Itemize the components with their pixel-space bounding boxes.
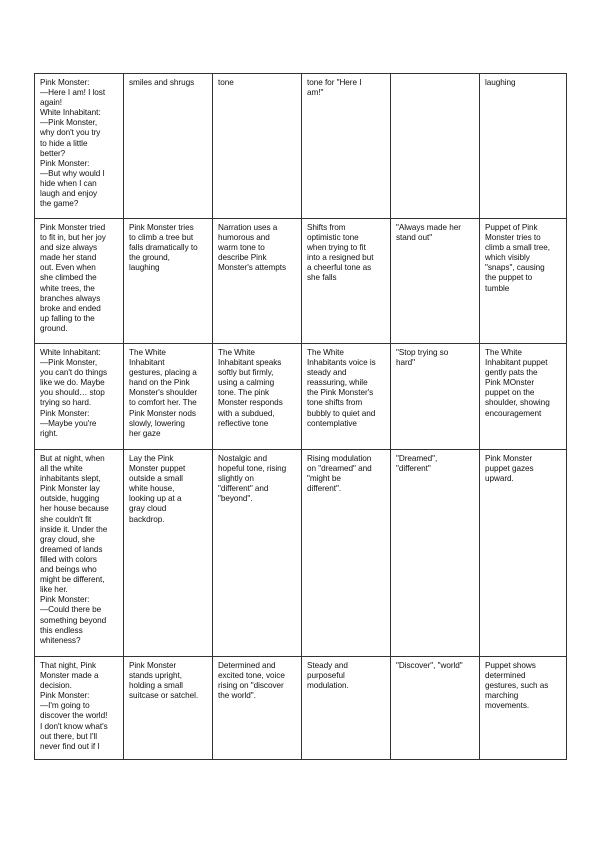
cell-puppet [480,219,567,344]
cell-line: gray cloud [129,504,167,514]
cell-line: contemplative [307,418,357,428]
cell-line: branches always [40,293,101,303]
cell-line: Pink MOnster [485,378,534,388]
cell-line: right. [40,428,58,438]
cell-line: never find out if I [40,741,100,751]
cell-line: encouragement [485,408,542,418]
cell-line: something beyond [40,615,107,625]
cell-line: and beings who [40,565,97,575]
cell-line: using a calming [218,378,275,388]
cell-line: "beyond". [218,494,253,504]
cell-line: stands upright, [129,671,182,681]
cell-line: gently pats the [485,368,538,378]
cell-line: Monster made a [40,671,99,681]
cell-line: Pink Monster [485,454,533,463]
cell-line: gestures, placing a [129,368,197,378]
cell-line: she falls [307,273,337,283]
cell-line: when trying to fit [307,243,366,253]
cell-line: trying so hard. [40,398,92,408]
cell-line: Monster puppet [129,464,186,474]
cell-line: she couldn't fit [40,514,92,524]
cell-line: The White [485,348,522,357]
cell-line: again! [40,98,63,108]
cell-line: dreamed of lands [40,544,103,554]
cell-emphasis [391,450,480,657]
cell-line: might be different, [40,575,105,585]
cell-line: all the white [40,464,83,474]
cell-line: Narration uses a [218,223,278,232]
cell-modulation [302,450,391,657]
cell-modulation [302,219,391,344]
cell-line: Puppet shows [485,661,536,670]
cell-line: determined [485,671,526,681]
cell-line: the Pink Monster's [307,388,374,398]
cell-line: up falling to the [40,313,95,323]
cell-line: bubbly to quiet and [307,408,376,418]
cell-action [124,657,213,760]
cell-line: Pink Monster [129,661,177,670]
cell-line: warm tone to [218,243,265,253]
cell-line: Lay the Pink [129,454,174,463]
cell-line: to climb a tree but [129,233,194,243]
cell-tone [213,450,302,657]
cell-line: the puppet to [485,273,533,283]
cell-line: "different" and [218,484,269,494]
cell-line: —Pink Monster, [40,358,98,368]
cell-line: excited tone, voice [218,671,285,681]
cell-text [35,74,124,219]
cell-line: The White [307,348,344,357]
cell-line: hand on the Pink [129,378,190,388]
cell-line: the game? [40,199,79,209]
cell-line: suitcase or satchel. [129,691,199,701]
cell-line: Pink Monster: [40,408,90,418]
cell-line: softly but firmly, [218,368,274,378]
cell-line: made her stand [40,253,97,263]
cell-line: the ground, [129,253,170,263]
cell-line: am!" [307,88,324,98]
cell-line: "Discover", "world" [396,661,463,670]
cell-line: inhabitants slept, [40,474,101,484]
cell-line: Pink Monster: [40,595,90,605]
cell-line: reassuring, while [307,378,368,388]
table-row [35,657,567,760]
cell-line: "different" [396,464,431,474]
cell-line: humorous and [218,233,270,243]
cell-line: why don't you try [40,128,101,138]
cell-line: Monster tries to [485,233,541,243]
cell-line: discover the world! [40,711,108,721]
cell-line: modulation. [307,681,349,691]
cell-line: steady and [307,368,347,378]
cell-line: outside, hugging [40,494,100,504]
cell-line: Pink Monster lay [40,484,100,494]
puppet-script-table [34,73,567,760]
cell-line: Pink Monster tried [40,223,106,232]
cell-action [124,450,213,657]
cell-line: rising on "discover [218,681,284,691]
cell-line: puppet on the [485,388,535,398]
cell-line: like her. [40,585,68,595]
cell-tone [213,219,302,344]
cell-line: Pink Monster tries [129,223,194,232]
cell-line: movements. [485,701,530,711]
cell-line: with a subdued, [218,408,275,418]
cell-line: "might be [307,474,341,484]
cell-line: upward. [485,474,514,484]
cell-line: out. Even when [40,263,96,273]
cell-line: like we do. Maybe [40,378,105,388]
cell-action [124,344,213,450]
table-row [35,74,567,219]
cell-modulation [302,657,391,760]
cell-line: which visibly [485,253,530,263]
cell-line: "Stop trying so [396,348,449,357]
cell-line: Pink Monster nods [129,408,196,418]
cell-line: hopeful tone, rising [218,464,287,474]
cell-text [35,344,124,450]
cell-line: Nostalgic and [218,454,267,463]
cell-line: laughing [485,78,516,87]
cell-puppet [480,74,567,219]
cell-line: she climbed the [40,273,97,283]
cell-line: purposeful [307,671,345,681]
cell-puppet [480,450,567,657]
cell-line: —Could there be [40,605,102,615]
cell-line: White Inhabitant: [40,108,101,118]
cell-line: White Inhabitant: [40,348,101,357]
cell-line: Inhabitant puppet [485,358,548,368]
cell-modulation [302,74,391,219]
cell-line: slowly, lowering [129,418,185,428]
cell-line: holding a small [129,681,183,691]
cell-line: describe Pink [218,253,267,263]
cell-line: laugh and enjoy [40,189,98,199]
cell-line: Inhabitant speaks [218,358,282,368]
cell-line: marching [485,691,519,701]
cell-line: hard" [396,358,416,368]
cell-line: Puppet of Pink [485,223,538,232]
cell-emphasis [391,74,480,219]
cell-line: tone. The pink [218,388,270,398]
cell-line: looking up at a [129,494,182,504]
cell-line: her house because [40,504,109,514]
cell-text [35,657,124,760]
cell-text [35,450,124,657]
cell-line: better? [40,148,66,158]
cell-line: you should… stop [40,388,105,398]
cell-line: her gaze [129,428,161,438]
cell-line: "Dreamed", [396,454,438,463]
cell-puppet [480,344,567,450]
cell-line: backdrop. [129,514,165,524]
cell-line: gestures, such as [485,681,549,691]
cell-emphasis [391,344,480,450]
cell-line: Monster responds [218,398,283,408]
cell-action [124,219,213,344]
cell-line: different". [307,484,342,494]
table-body [35,74,567,760]
cell-line: broke and ended [40,303,101,313]
cell-line: Rising modulation [307,454,372,463]
cell-line: laughing [129,263,160,273]
cell-line: you can't do things [40,368,108,378]
cell-line: "snaps", causing [485,263,545,273]
cell-line: Determined and [218,661,276,670]
cell-tone [213,657,302,760]
cell-line: this endless [40,625,83,635]
cell-line: —I'm going to [40,701,90,711]
cell-line: tone shifts from [307,398,363,408]
cell-line: white trees, the [40,283,95,293]
cell-line: —Here I am! I lost [40,88,106,98]
cell-line: tone for "Here I [307,78,362,87]
cell-line: Inhabitant [129,358,165,368]
cell-line: white house, [129,484,175,494]
cell-tone [213,344,302,450]
cell-line: into a resigned but [307,253,374,263]
cell-line: the world". [218,691,256,701]
cell-action [124,74,213,219]
table-row [35,344,567,450]
cell-line: shoulder, showing [485,398,550,408]
cell-line: But at night, when [40,454,105,463]
table-row [35,450,567,657]
cell-line: —But why would I [40,168,105,178]
cell-line: decision. [40,681,72,691]
cell-line: Monster's shoulder [129,388,198,398]
cell-line: —Maybe you're [40,418,97,428]
cell-line: stand out" [396,233,433,243]
cell-line: That night, Pink [40,661,97,670]
cell-line: Steady and [307,661,348,670]
cell-line: climb a small tree, [485,243,551,253]
cell-line: whiteness? [40,635,81,645]
cell-line: on "dreamed" and [307,464,372,474]
cell-line: Inhabitants voice is [307,358,376,368]
cell-line: The White [129,348,166,357]
cell-line: falls dramatically to [129,243,198,253]
cell-line: a cheerful tone as [307,263,372,273]
cell-modulation [302,344,391,450]
cell-line: Shifts from [307,223,346,232]
cell-line: Pink Monster: [40,158,90,168]
cell-emphasis [391,657,480,760]
cell-line: to hide a little [40,138,88,148]
cell-line: Pink Monster: [40,78,90,87]
cell-line: to comfort her. The [129,398,197,408]
cell-line: I don't know what's [40,721,108,731]
cell-line: hide when I can [40,178,97,188]
table-row [35,219,567,344]
cell-line: tone [218,78,234,87]
cell-line: slightly on [218,474,254,484]
cell-line: Pink Monster: [40,691,90,701]
cell-line: tumble [485,283,510,293]
cell-line: "Always made her [396,223,461,232]
cell-text [35,219,124,344]
cell-line: to fit in, but her joy [40,233,106,243]
cell-line: ground. [40,323,68,333]
cell-line: smiles and shrugs [129,78,195,87]
cell-emphasis [391,219,480,344]
cell-line: puppet gazes [485,464,534,474]
cell-puppet [480,657,567,760]
cell-line: inside it. Under the [40,524,108,534]
cell-tone [213,74,302,219]
cell-line: reflective tone [218,418,269,428]
cell-line: outside a small [129,474,183,484]
cell-line: gray cloud, she [40,534,95,544]
cell-line: The White [218,348,255,357]
cell-line: and size always [40,243,98,253]
cell-line: filled with colors [40,554,97,564]
cell-line: Monster's attempts [218,263,287,273]
cell-line: optimistic tone [307,233,359,243]
cell-line: —Pink Monster, [40,118,98,128]
cell-line: out there, but I'll [40,731,98,741]
